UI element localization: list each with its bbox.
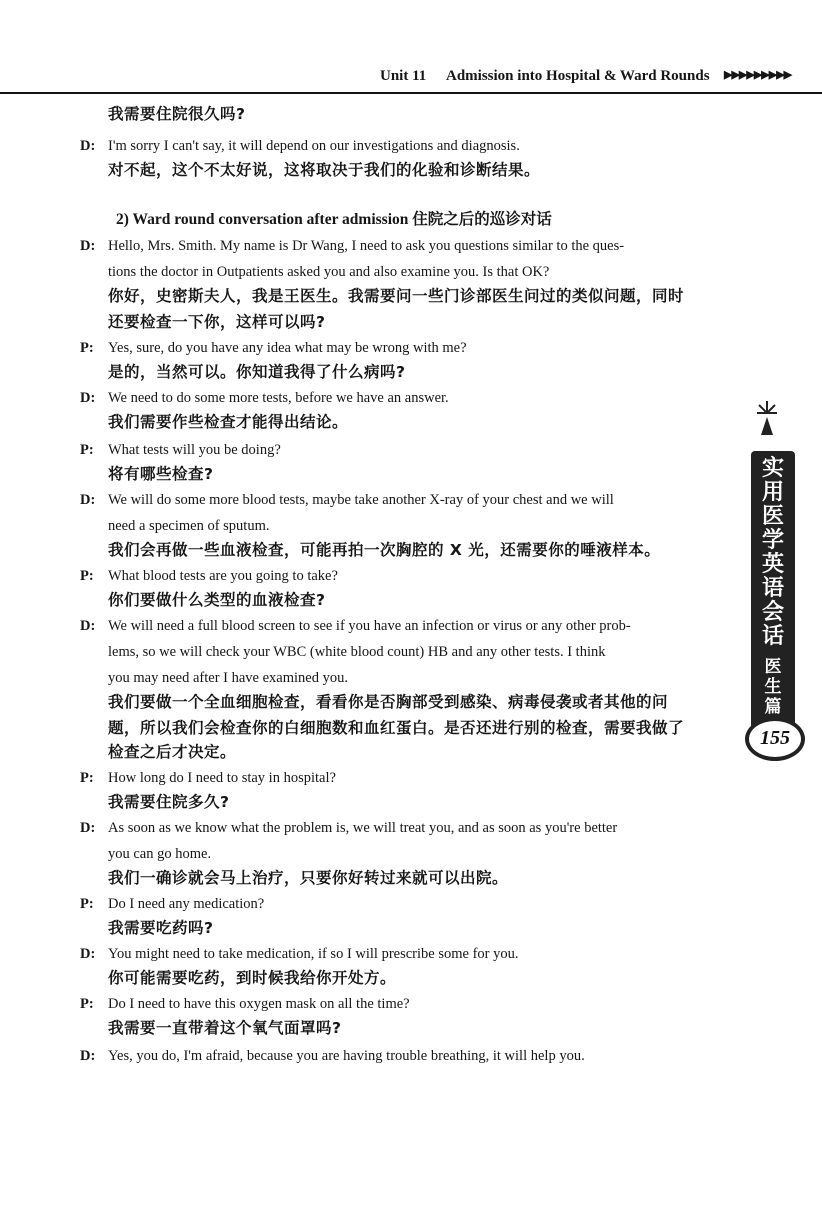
- page-number: 155: [745, 717, 805, 761]
- line-text: 你可能需要吃药，到时候我给你开处方。: [108, 969, 397, 987]
- line-text: Do I need to have this oxygen mask on all the time?: [108, 996, 410, 1012]
- line-text: need a specimen of sputum.: [108, 518, 270, 534]
- dialogue-line-zh: [80, 742, 236, 763]
- line-text: tions the doctor in Outpatients asked you and also examine you. Is that OK?: [108, 264, 550, 280]
- speaker-label: P:: [80, 896, 94, 912]
- line-text: 2) Ward round conversation after admission 住院之后的巡诊对话: [116, 211, 552, 228]
- line-text: 我们需要作些检查才能得出结论。: [108, 413, 349, 431]
- dialogue-line-en: [80, 944, 519, 964]
- speaker-label: D:: [80, 492, 96, 508]
- dialogue-line-en: [80, 844, 211, 864]
- speaker-label: P:: [80, 442, 94, 458]
- line-text: 我需要一直带着这个氧气面罩吗?: [108, 1019, 342, 1037]
- line-text: We will do some more blood tests, maybe take another X-ray of your chest and we will: [108, 492, 614, 508]
- dialogue-line-en: [80, 616, 631, 636]
- dialogue-line-zh: [80, 464, 214, 485]
- book-title-char: 会: [761, 600, 784, 625]
- dialogue-line-zh: [80, 590, 326, 611]
- line-text: 还要检查一下你，这样可以吗?: [108, 313, 326, 331]
- section-heading: [80, 210, 552, 230]
- line-text: 对不起，这个不太好说，这将取决于我们的化验和诊断结果。: [108, 161, 541, 179]
- line-text: We need to do some more tests, before we have an answer.: [108, 390, 449, 406]
- line-text: 将有哪些检查?: [108, 465, 214, 483]
- line-text: lems, so we will check your WBC (white blood count) HB and any other tests. I think: [108, 644, 606, 660]
- line-text: 我们会再做一些血液检查，可能再拍一次胸腔的 X 光，还需要你的唾液样本。: [108, 541, 661, 559]
- line-text: 你们要做什么类型的血液检查?: [108, 591, 326, 609]
- speaker-label: P:: [80, 340, 94, 356]
- line-text: Yes, you do, I'm afraid, because you are having trouble breathing, it will help you.: [108, 1048, 585, 1064]
- dialogue-line-zh: [80, 718, 684, 739]
- book-title-char: 实: [761, 456, 784, 481]
- side-tab: [745, 395, 803, 775]
- dialogue-line-zh: [80, 362, 406, 383]
- line-text: 检查之后才决定。: [108, 743, 237, 761]
- dialogue-line-zh: [80, 160, 540, 181]
- book-title-char: 医: [761, 504, 784, 529]
- dialogue-line-en: [80, 338, 467, 358]
- dialogue-line-en: [80, 566, 338, 586]
- dialogue-line-en: [80, 894, 264, 914]
- arrow-decoration: ▶▶▶▶▶▶▶▶▶: [724, 69, 792, 81]
- line-text: 我需要住院多久?: [108, 793, 230, 811]
- book-title-char: 用: [761, 480, 784, 505]
- dialogue-line-en: [80, 262, 549, 282]
- speaker-label: D:: [80, 138, 96, 154]
- book-title-char: 英: [761, 552, 784, 577]
- dialogue-line-en: [80, 388, 449, 408]
- arrow-burst-icon: [753, 397, 793, 437]
- chapter-title: Admission into Hospital & Ward Rounds: [446, 68, 710, 84]
- running-header: [380, 64, 822, 92]
- line-text: 你好，史密斯夫人，我是王医生。我需要问一些门诊部医生问过的类似问题，同时: [108, 287, 685, 305]
- dialogue-line-zh: [80, 1018, 342, 1039]
- line-text: Hello, Mrs. Smith. My name is Dr Wang, I need to ask you questions similar to the ques-: [108, 238, 625, 254]
- speaker-label: P:: [80, 568, 94, 584]
- dialogue-line-zh: [80, 792, 230, 813]
- speaker-label: P:: [80, 996, 94, 1012]
- dialogue-line-en: [80, 236, 624, 256]
- dialogue-line-en: [80, 994, 410, 1014]
- line-text: 我们要做一个全血细胞检查，看看你是否胸部受到感染、病毒侵袭或者其他的问: [108, 693, 669, 711]
- line-text: 题，所以我们会检查你的白细胞数和血红蛋白。是否还进行别的检查，需要我做了: [108, 719, 685, 737]
- speaker-label: D:: [80, 946, 96, 962]
- dialogue-line-en: [80, 668, 348, 688]
- dialogue-line-en: [80, 440, 281, 460]
- dialogue-line-zh: [80, 540, 660, 561]
- speaker-label: D:: [80, 238, 96, 254]
- line-text: I'm sorry I can't say, it will depend on our investigations and diagnosis.: [108, 138, 520, 154]
- dialogue-line-en: [80, 1046, 585, 1066]
- line-text: You might need to take medication, if so I will prescribe some for you.: [108, 946, 519, 962]
- dialogue-line-zh: [80, 968, 396, 989]
- dialogue-line-zh: [80, 412, 348, 433]
- line-text: 我需要吃药吗?: [108, 919, 214, 937]
- dialogue-line-en: [80, 516, 269, 536]
- speaker-label: D:: [80, 618, 96, 634]
- book-title-char: 语: [761, 576, 784, 601]
- dialogue-line-zh: [80, 104, 246, 125]
- line-text: What blood tests are you going to take?: [108, 568, 338, 584]
- dialogue-line-zh: [80, 312, 326, 333]
- speaker-label: P:: [80, 770, 94, 786]
- book-title-char: 话: [761, 624, 784, 649]
- dialogue-line-zh: [80, 918, 214, 939]
- dialogue-line-en: [80, 490, 614, 510]
- line-text: 是的，当然可以。你知道我得了什么病吗?: [108, 363, 406, 381]
- dialogue-line-en: [80, 768, 336, 788]
- section-char: 生: [764, 677, 782, 697]
- line-text: you may need after I have examined you.: [108, 670, 348, 686]
- line-text: How long do I need to stay in hospital?: [108, 770, 336, 786]
- line-text: you can go home.: [108, 846, 212, 862]
- line-text: What tests will you be doing?: [108, 442, 281, 458]
- line-text: We will need a full blood screen to see if you have an infection or virus or any other prob-: [108, 618, 631, 634]
- book-title-char: 学: [761, 528, 784, 553]
- header-rule: [0, 92, 822, 94]
- dialogue-line-zh: [80, 868, 508, 889]
- line-text: 我们一确诊就会马上治疗，只要你好转过来就可以出院。: [108, 869, 509, 887]
- line-text: As soon as we know what the problem is, we will treat you, and as soon as you're better: [108, 820, 618, 836]
- unit-label: Unit 11: [380, 68, 427, 84]
- line-text: Do I need any medication?: [108, 896, 265, 912]
- section-char: 篇: [764, 697, 782, 717]
- dialogue-line-zh: [80, 286, 684, 307]
- speaker-label: D:: [80, 1048, 96, 1064]
- speaker-label: D:: [80, 820, 96, 836]
- dialogue-line-en: [80, 136, 520, 156]
- dialogue-line-en: [80, 818, 617, 838]
- speaker-label: D:: [80, 390, 96, 406]
- section-char: 医: [764, 657, 782, 677]
- line-text: 我需要住院很久吗?: [108, 105, 246, 123]
- line-text: Yes, sure, do you have any idea what may be wrong with me?: [108, 340, 467, 356]
- dialogue-line-zh: [80, 692, 668, 713]
- dialogue-line-en: [80, 642, 605, 662]
